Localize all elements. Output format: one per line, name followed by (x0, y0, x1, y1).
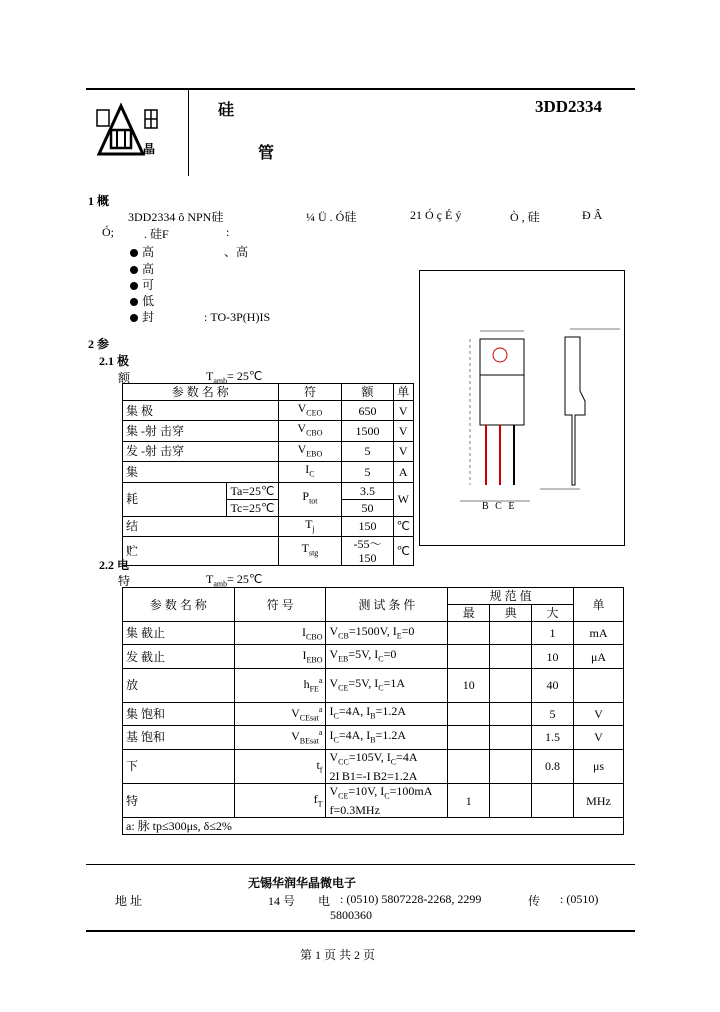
sub1-condition-prefix: 额 (118, 371, 131, 385)
title-sub: 管 (258, 145, 275, 162)
table-row: 发 -射 击穿 $V_{EBO}$ 5 V (123, 441, 414, 461)
package-drawing (419, 270, 625, 546)
desc-2: ¼ Ü . Ó硅 (306, 210, 357, 224)
feature-item: 低 (130, 292, 154, 309)
characteristics-table (122, 587, 624, 835)
feature-item: 可 (130, 276, 154, 293)
ratings-table (122, 383, 414, 566)
title-main: 硅 (218, 102, 235, 119)
table-header-row: 参 数 名 称 符 号 测 试 条 件 规 范 值 单 (123, 588, 624, 605)
table-row: 贮 $T_{stg}$ -55～150 ℃ (123, 536, 414, 565)
footer-fax-value-2: 5800360 (330, 908, 372, 922)
table-row: 耗 Ta=25℃ $P_{tot}$ 3.5 W (123, 482, 414, 499)
pin-labels: B C E (482, 501, 517, 512)
table-row: 集 极 $V_{CEO}$ 650 V (123, 401, 414, 421)
table-row: 放 $h_{FE}^a$ $V_{CE}=5V$, $I_C=1A$ 10 40 (123, 668, 624, 702)
sub2-condition-prefix: 特 (118, 574, 131, 588)
to3p-package-icon (420, 271, 624, 545)
desc-1: 3DD2334 ô NPN硅 (128, 210, 224, 224)
header-divider (188, 90, 189, 176)
top-rule (86, 88, 635, 90)
feature-item: 封 : TO-3P(H)IS (130, 308, 270, 325)
section1-heading: 1 概 (88, 194, 110, 208)
footer-fax-label: 传 (528, 894, 541, 908)
footer-phone-label: 电 (318, 894, 331, 908)
footer-phone-value: : (0510) 5807228-2268, 2299 (340, 892, 482, 906)
logo-text: 晶 (143, 142, 156, 156)
table-row: Tc=25℃ 50 (123, 499, 414, 516)
part-number: 3DD2334 (535, 97, 603, 116)
table-row: 基 饱和 $V_{BEsat}^a$ $I_C=4A$, $I_B=1.2A$ 1.5 V (123, 726, 624, 749)
desc-3: 21 Ó ç É ý (410, 208, 462, 222)
sub1-condition: $T_{amb}=$ 25℃ (206, 369, 263, 386)
footer-bottom-rule (86, 930, 635, 932)
desc-8: : (226, 225, 230, 239)
desc-7: . 硅F (144, 227, 169, 241)
table-header-row: 参 数 名 称 符 额 单 (123, 384, 414, 401)
table-row: 发 截止 $I_{EBO}$ $V_{EB}=5V$, $I_C=0$ 10 μA (123, 645, 624, 668)
feature-item: 高 (130, 260, 154, 277)
footer-rule (86, 864, 635, 865)
footer-company: 无锡华润华晶微电子 (248, 876, 357, 890)
footer-address-label: 地 址 (115, 894, 143, 908)
footer-address-value: 14 号 (268, 894, 296, 908)
sub2-condition: $T_{amb}=$ 25℃ (206, 572, 263, 589)
table-row: 集 -射 击穿 $V_{CBO}$ 1500 V (123, 421, 414, 441)
sub2-heading: 2.2 电 (99, 558, 130, 572)
table-note-row: a: 脉 tp≤300μs, δ≤2% (123, 818, 624, 835)
page-number: 第 1 页 共 2 页 (300, 948, 376, 962)
section2-heading: 2 参 (88, 337, 110, 351)
table-row: 集 饱和 $V_{CEsat}^a$ $I_C=4A$, $I_B=1.2A$ 5 V (123, 702, 624, 725)
sub1-heading: 2.1 极 (99, 354, 130, 368)
table-row: 集 $I_C$ 5 A (123, 462, 414, 482)
table-row: 下 $t_f$ $V_{CC}=105V$, $I_C=4A$ 2I B1=-I B2=1.2A 0.8 μs (123, 749, 624, 783)
table-row: 特 $f_T$ $V_{CE}=10V$, $I_C=100mA$ f=0.3MHz 1 MHz (123, 783, 624, 817)
desc-4: Ò , 硅 (510, 210, 540, 224)
feature-item: 高 、高 (130, 243, 248, 260)
desc-6: Ó; (102, 225, 114, 239)
table-row: 集 截止 $I_{CBO}$ $V_{CB}=1500V$, $I_E=0$ 1 mA (123, 622, 624, 645)
desc-5: Ð Â (582, 208, 603, 222)
footer-fax-value: : (0510) (560, 892, 599, 906)
table-row: 结 $T_j$ 150 ℃ (123, 516, 414, 536)
table-header-row: 最 典 大 (123, 605, 624, 622)
